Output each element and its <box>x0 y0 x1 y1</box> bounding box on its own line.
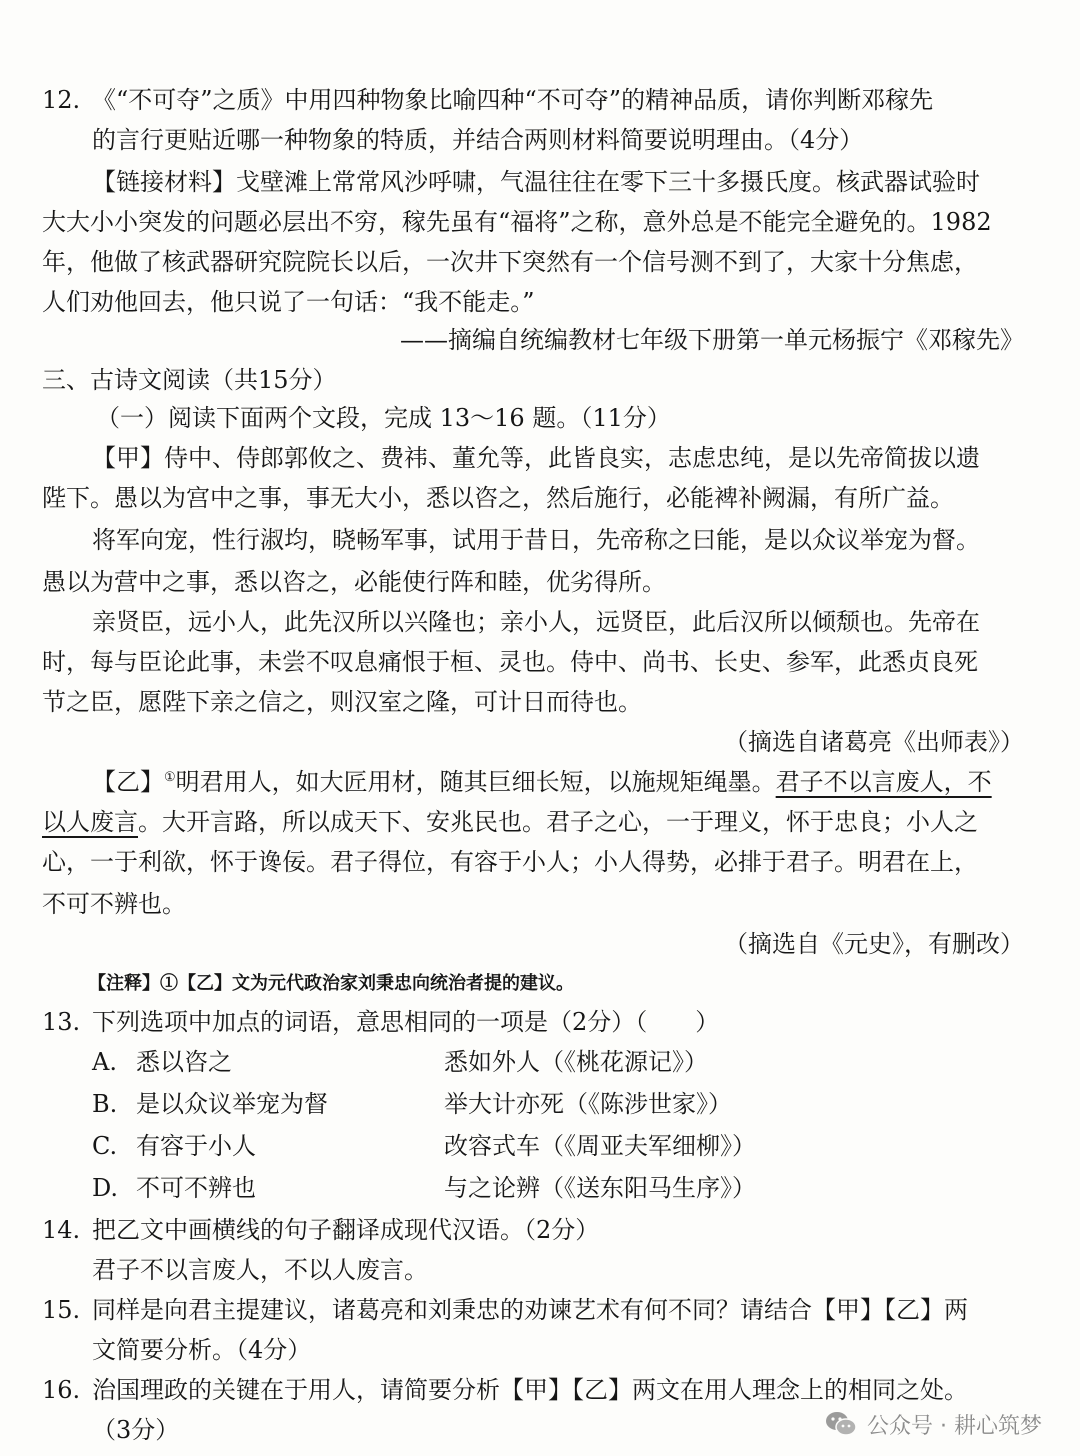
option-label: A. <box>92 1048 117 1076</box>
option-a-compare: 悉如外人（《桃花源记》） <box>444 1048 708 1076</box>
q12-number: 12. <box>42 86 81 114</box>
option-label: B. <box>92 1090 118 1118</box>
q15-text: 同样是向君主提建议，诸葛亮和刘秉忠的劝谏艺术有何不同？请结合【甲】【乙】两 <box>92 1296 968 1324</box>
yi-line2 <box>42 806 978 838</box>
q15-line1 <box>42 1294 968 1326</box>
option-d-compare: 与之论辨（《送东阳马生序》） <box>444 1174 756 1202</box>
jia-p3-line3: 节之臣，愿陛下亲之信之，则汉室之隆，可计日而待也。 <box>42 688 642 716</box>
option-c-compare: 改容式车（《周亚夫军细柳》） <box>444 1132 756 1160</box>
wechat-icon <box>823 1406 859 1442</box>
yi-line2-plain: 。大开言路，所以成天下、安兆民也。君子之心，一于理义，怀于忠良；小人之 <box>138 808 978 836</box>
yi-line1 <box>92 766 992 798</box>
jia-p1-line2: 陛下。愚以为宫中之事，事无大小，悉以咨之，然后施行，必能裨补阙漏，有所广益。 <box>42 484 954 512</box>
material-line1: 【链接材料】戈壁滩上常常风沙呼啸，气温往往在零下三十多摄氏度。核武器试验时 <box>92 168 980 196</box>
underlined-sentence-part1: 君子不以言废人，不 <box>775 768 992 796</box>
q13-line <box>42 1006 719 1038</box>
q15-number: 15. <box>42 1296 81 1324</box>
q12-line1 <box>42 84 933 116</box>
q14-line <box>42 1214 599 1246</box>
jia-p3-line1: 亲贤臣，远小人，此先汉所以兴隆也；亲小人，远贤臣，此后汉所以倾颓也。先帝在 <box>92 608 980 636</box>
material-line4: 人们劝他回去，他只说了一句话：“我不能走。” <box>42 288 535 316</box>
option-label: C. <box>92 1132 118 1160</box>
q13-number: 13. <box>42 1008 81 1036</box>
watermark-text: 公众号 · 耕心筑梦 <box>867 1413 1042 1439</box>
jia-p2-line2: 愚以为营中之事，悉以咨之，必能使行阵和睦，优劣得所。 <box>42 568 666 596</box>
material-source: ——摘编自统编教材七年级下册第一单元杨振宁《邓稼先》 <box>400 326 1024 354</box>
section-title: 三、古诗文阅读（共15分） <box>42 366 337 394</box>
option-label: D. <box>92 1174 119 1202</box>
q13-text: 下列选项中加点的词语，意思相同的一项是（2分）（ ） <box>92 1008 720 1036</box>
underlined-sentence-part2: 以人废言 <box>42 808 138 836</box>
jia-source: （摘选自诸葛亮《出师表》） <box>724 728 1024 756</box>
material-line3: 年，他做了核武器研究院院长以后，一次井下突然有一个信号测不到了，大家十分焦虑， <box>42 248 978 276</box>
material-line2: 大大小小突发的问题必层出不穷，稼先虽有“福将”之称，意外总是不能完全避免的。1982 <box>42 208 992 236</box>
q16-line2: （3分） <box>92 1416 180 1444</box>
option-d-phrase: 不可不辨也 <box>136 1174 256 1202</box>
q16-number: 16. <box>42 1376 81 1404</box>
footnote-marker: ① <box>164 770 176 785</box>
option-b-compare: 举大计亦死（《陈涉世家》） <box>444 1090 732 1118</box>
yi-line4: 不可不辨也。 <box>42 890 186 918</box>
q14-text: 把乙文中画横线的句子翻译成现代汉语。（2分） <box>92 1216 600 1244</box>
q12-text: 《“不可夺”之质》中用四种物象比喻四种“不可夺”的精神品质，请你判断邓稼先 <box>92 86 934 114</box>
part-one-instruction: （一）阅读下面两个文段，完成 13～16 题。（11分） <box>96 404 671 432</box>
q12-line2: 的言行更贴近哪一种物象的特质，并结合两则材料简要说明理由。（4分） <box>92 126 864 154</box>
watermark <box>823 1406 1042 1442</box>
q16-text: 治国理政的关键在于用人，请简要分析【甲】【乙】两文在用人理念上的相同之处。 <box>92 1376 968 1404</box>
option-a-phrase: 悉以咨之 <box>136 1048 232 1076</box>
q16-line1 <box>42 1374 968 1406</box>
jia-p1-line1: 【甲】侍中、侍郎郭攸之、费祎、董允等，此皆良实，志虑忠纯，是以先帝简拔以遗 <box>92 444 980 472</box>
jia-p3-line2: 时，每与臣论此事，未尝不叹息痛恨于桓、灵也。侍中、尚书、长史、参军，此悉贞良死 <box>42 648 978 676</box>
q14-sentence: 君子不以言废人，不以人废言。 <box>92 1256 428 1284</box>
jia-p2-line1: 将军向宠，性行淑均，晓畅军事，试用于昔日，先帝称之曰能，是以众议举宠为督。 <box>92 526 980 554</box>
annotation-note: 【注释】①【乙】文为元代政治家刘秉忠向统治者提的建议。 <box>88 973 574 994</box>
q14-number: 14. <box>42 1216 81 1244</box>
option-c-phrase: 有容于小人 <box>136 1132 256 1160</box>
q15-line2: 文简要分析。（4分） <box>92 1336 312 1364</box>
yi-line3: 心，一于利欲，怀于谗佞。君子得位，有容于小人；小人得势，必排于君子。明君在上， <box>42 848 978 876</box>
yi-label: 【乙】 <box>92 768 164 796</box>
yi-source: （摘选自《元史》，有删改） <box>724 930 1024 958</box>
option-b-phrase: 是以众议举宠为督 <box>136 1090 328 1118</box>
yi-line1-plain: 明君用人，如大匠用材，随其巨细长短，以施规矩绳墨。 <box>175 768 776 796</box>
